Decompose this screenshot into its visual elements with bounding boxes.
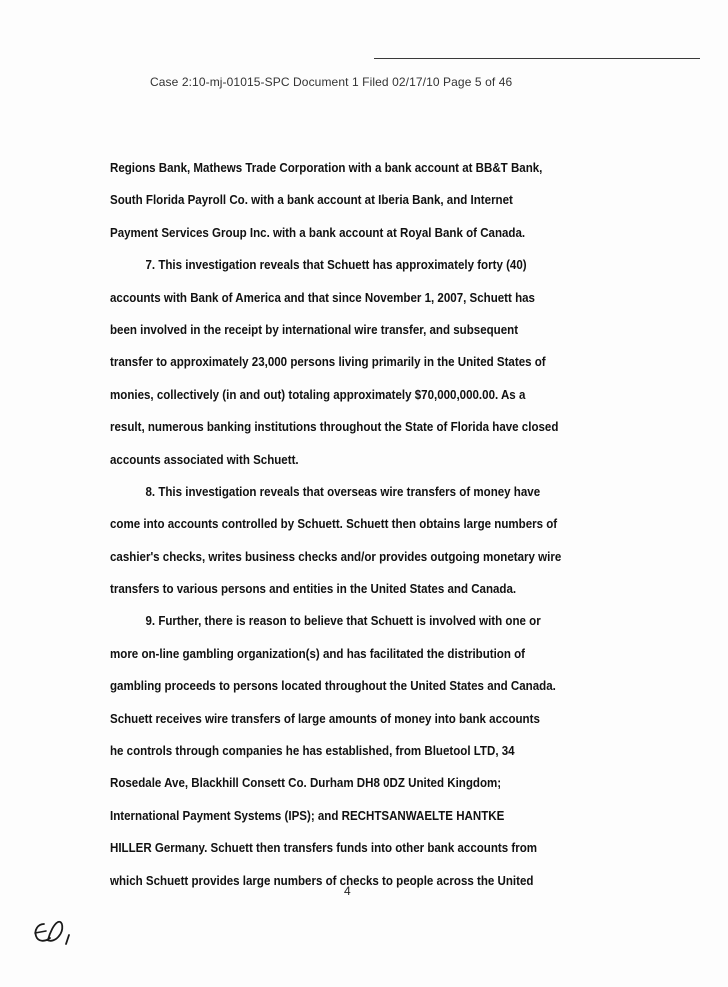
- text-line: Schuett receives wire transfers of large amounts of money into bank accounts: [110, 711, 540, 726]
- text-line: South Florida Payroll Co. with a bank account at Iberia Bank, and Internet: [110, 193, 513, 208]
- text-line: gambling proceeds to persons located throughout the United States and Canada.: [110, 679, 556, 694]
- text-line: transfer to approximately 23,000 persons living primarily in the United States of: [110, 355, 546, 370]
- text-line: transfers to various persons and entities in the United States and Canada.: [110, 582, 517, 597]
- text-line: HILLER Germany. Schuett then transfers funds into other bank accounts from: [110, 841, 538, 856]
- page-number: 4: [344, 884, 351, 898]
- text-line: which Schuett provides large numbers of checks to people across the United: [110, 873, 534, 888]
- paragraph-9-start: 9. Further, there is reason to believe that Schuett is involved with one or: [145, 614, 541, 629]
- text-line: he controls through companies he has established, from Bluetool LTD, 34: [110, 744, 515, 759]
- text-line: Payment Services Group Inc. with a bank account at Royal Bank of Canada.: [110, 225, 526, 240]
- handwritten-initials-icon: [30, 918, 74, 948]
- body-text: [110, 152, 610, 897]
- text-line: monies, collectively (in and out) totaling approximately $70,000,000.00. As a: [110, 387, 526, 402]
- text-line: result, numerous banking institutions throughout the State of Florida have closed: [110, 420, 559, 435]
- paragraph-7-start: 7. This investigation reveals that Schuett has approximately forty (40): [145, 258, 527, 273]
- text-line: Rosedale Ave, Blackhill Consett Co. Durham DH8 0DZ United Kingdom;: [110, 776, 502, 791]
- header-rule: [374, 58, 700, 59]
- text-line: Regions Bank, Mathews Trade Corporation with a bank account at BB&T Bank,: [110, 161, 543, 175]
- text-line: accounts with Bank of America and that since November 1, 2007, Schuett has: [110, 290, 535, 305]
- paragraph-8-start: 8. This investigation reveals that overseas wire transfers of money have: [145, 484, 541, 499]
- text-line: come into accounts controlled by Schuett. Schuett then obtains large numbers of: [110, 517, 558, 532]
- text-line: International Payment Systems (IPS); and RECHTSANWAELTE HANTKE: [110, 808, 505, 823]
- text-line: been involved in the receipt by international wire transfer, and subsequent: [110, 322, 519, 337]
- case-header: Case 2:10-mj-01015-SPC Document 1 Filed 02/17/10 Page 5 of 46: [150, 75, 513, 89]
- text-line: more on-line gambling organization(s) and has facilitated the distribution of: [110, 646, 526, 661]
- text-line: accounts associated with Schuett.: [110, 452, 299, 467]
- text-line: cashier's checks, writes business checks and/or provides outgoing monetary wire: [110, 549, 562, 564]
